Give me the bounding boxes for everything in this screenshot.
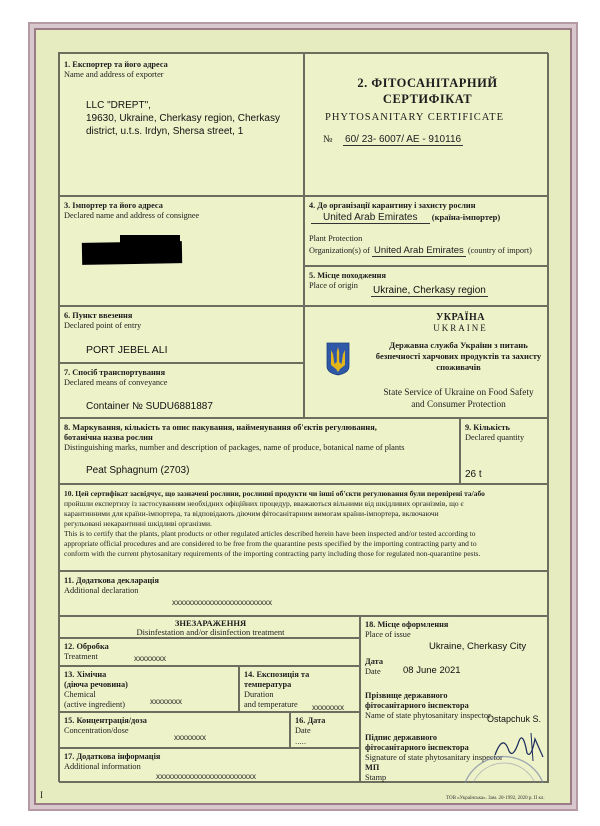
quantity-label-en: Declared quantity	[465, 433, 525, 442]
issue-label-uk: 18. Місце оформлення	[365, 620, 449, 629]
number-label: №	[323, 134, 333, 145]
info-label-uk: 17. Додаткова інформація	[64, 752, 161, 761]
box-place-of-origin	[304, 266, 549, 306]
statement-uk-2: пройшли експертизу із застосуванням необхідних офіційних процедур, вважаються вільними від шкідливих організмів, що є	[64, 499, 464, 508]
box-concentration	[59, 712, 290, 748]
declaration-value: xxxxxxxxxxxxxxxxxxxxxxxxx	[172, 598, 272, 607]
box-place-of-issue	[360, 616, 549, 783]
concentration-label-uk: 15. Концентрація/доза	[64, 716, 147, 725]
title-uk-1: 2. ФІТОСАНІТАРНИЙ	[357, 76, 498, 90]
inspector-label-uk-2: фітосанітарного інспектора	[365, 701, 469, 710]
quantity-value: 26 t	[465, 469, 482, 480]
certificate-body	[58, 52, 548, 782]
certificate-number: 60/ 23- 6007/ AE - 910116	[345, 134, 462, 145]
stamp-label-en: Stamp	[365, 773, 387, 782]
box-chemical	[59, 666, 239, 712]
issue-label-en: Place of issue	[365, 630, 411, 639]
treatment-label-en: Treatment	[64, 652, 98, 661]
exporter-label-uk: 1. Експортер та його адреса	[64, 60, 168, 69]
issue-value: Ukraine, Cherkasy City	[429, 641, 527, 652]
box-certificate-title	[304, 53, 549, 196]
duration-value: xxxxxxxx	[312, 703, 344, 712]
disinfestation-title-en: Disinfestation and/or disinfection treatment	[136, 627, 285, 637]
chemical-label-en: Chemical	[64, 690, 96, 699]
chemical-label-uk-2: (діюча речовина)	[64, 680, 128, 689]
stamp-label-uk: МП	[365, 763, 380, 772]
agency-name-en-2: and Consumer Protection	[411, 400, 506, 410]
box-exporter	[59, 53, 304, 196]
description-label-uk-2: ботанічна назва рослин	[64, 433, 153, 442]
entry-value: PORT JEBEL ALI	[86, 344, 168, 356]
duration-label-en: Duration	[244, 690, 274, 699]
statement-uk-1: 10. Цей сертифікат засвідчує, що зазначені рослини, рослинні продукти чи інші об'єкти регулювання були перевірені та/або	[64, 489, 485, 498]
treatment-date-label-uk: 16. Дата	[295, 716, 326, 725]
chemical-label-en-2: (active ingredient)	[64, 700, 126, 709]
signature-label-en: Signature of state phytosanitary inspector	[365, 753, 503, 762]
ppo-label-en-2: Organization(s) of	[309, 246, 370, 255]
conveyance-value: Container № SUDU6881887	[86, 401, 213, 412]
box-means-of-conveyance	[59, 363, 304, 418]
redaction-bar	[120, 235, 180, 245]
declaration-label-en: Additional declaration	[64, 586, 139, 595]
statement-uk-4: регульовані некарантинні шкідливі організми.	[64, 519, 212, 528]
official-stamp	[461, 755, 547, 783]
statement-en-1: This is to certify that the plants, plant products or other regulated articles described herein have been inspected and/or tested according to	[64, 529, 476, 538]
box-quantity	[460, 418, 549, 484]
info-label-en: Additional information	[64, 762, 141, 771]
box-description	[59, 418, 460, 484]
treatment-date-value: .....	[295, 737, 307, 746]
origin-value: Ukraine, Cherkasy region	[373, 285, 486, 296]
importer-label-en: Declared name and address of consignee	[64, 211, 200, 220]
disinfestation-title-uk: ЗНЕЗАРАЖЕННЯ	[174, 618, 247, 628]
box-agency	[304, 306, 549, 418]
conveyance-label-uk: 7. Спосіб транспортування	[64, 368, 166, 377]
exporter-name: LLC "DREPT",	[86, 100, 151, 111]
description-label-uk: 8. Маркування, кількість та опис пакування, найменування об'єктів регулювання,	[64, 423, 377, 432]
box-additional-declaration	[59, 571, 549, 616]
conveyance-label-en: Declared means of conveyance	[64, 378, 168, 387]
statement-uk-3: карантинними для країни-імпортера, та відповідають діючим фітосанітарним вимогам країни-імпортера, включаючи	[64, 509, 439, 518]
box-point-of-entry	[59, 306, 304, 363]
agency-name-uk-1: Державна служба України з питань	[389, 340, 528, 350]
ppo-label-en: Plant Protection	[309, 234, 363, 243]
inspector-value: Ostapchuk S.	[487, 714, 542, 724]
trident-emblem-icon	[326, 342, 350, 376]
treatment-label-uk: 12. Обробка	[64, 642, 109, 651]
box-treatment-date	[290, 712, 360, 748]
inspector-label-uk-1: Прізвище державного	[365, 691, 448, 700]
exporter-label-en: Name and address of exporter	[64, 70, 164, 79]
issue-date-value: 08 June 2021	[403, 665, 461, 676]
import-country-2: United Arab Emirates	[373, 245, 464, 256]
certificate-frame	[34, 28, 572, 805]
treatment-value: xxxxxxxx	[134, 654, 166, 663]
declaration-label-uk: 11. Додаткова декларація	[64, 576, 159, 585]
issue-date-label-uk: Дата	[365, 657, 383, 666]
duration-label-uk-2: температура	[244, 680, 292, 689]
agency-country-en: UKRAINE	[433, 323, 488, 333]
import-country-suffix-uk: (країна-імпортер)	[431, 212, 501, 222]
box-additional-information	[59, 748, 360, 783]
agency-name-uk-3: споживачів	[436, 362, 481, 372]
origin-label-en: Place of origin	[309, 281, 358, 290]
agency-country-uk: УКРАЇНА	[435, 312, 486, 323]
importer-label-uk: 3. Імпортер та його адреса	[64, 201, 163, 210]
import-country-suffix-en: (country of import)	[467, 246, 532, 255]
entry-label-uk: 6. Пункт ввезення	[64, 311, 133, 320]
signature-label-uk-2: фітосанітарного інспектора	[365, 743, 469, 752]
title-uk-2: СЕРТИФІКАТ	[382, 92, 473, 106]
box-certification-statement	[59, 484, 549, 571]
box-treatment	[59, 638, 360, 666]
signature-label-uk-1: Підпис державного	[365, 733, 438, 742]
ppo-label-uk: 4. До організації карантину і захисту рослин	[309, 201, 476, 210]
exporter-address-2: district, u.t.s. Irdyn, Shersa street, 1	[86, 126, 244, 137]
box-disinfestation-header	[59, 616, 360, 638]
issue-date-label-en: Date	[365, 667, 381, 676]
origin-label-uk: 5. Місце походження	[309, 271, 386, 280]
title-en: PHYTOSANITARY CERTIFICATE	[325, 112, 504, 123]
entry-label-en: Declared point of entry	[64, 321, 142, 330]
statement-en-3: conform with the current phytosanitary requirements of the importing contracting party including those for regulated non-quarantine pests.	[64, 549, 481, 558]
duration-label-en-2: and temperature	[244, 700, 298, 709]
import-country: United Arab Emirates	[311, 212, 430, 224]
chemical-value: xxxxxxxx	[150, 697, 182, 706]
concentration-label-en: Concentration/dose	[64, 726, 129, 735]
info-value: xxxxxxxxxxxxxxxxxxxxxxxxx	[156, 772, 256, 781]
box-plant-protection-org	[304, 196, 549, 266]
page-number: I	[40, 790, 43, 800]
duration-label-uk: 14. Експозиція та	[244, 670, 310, 679]
exporter-address-1: 19630, Ukraine, Cherkasy region, Cherkasy	[86, 113, 280, 124]
chemical-label-uk: 13. Хімічна	[64, 670, 107, 679]
description-label-en: Distinguishing marks, number and description of packages, name of produce, botanical name of plants	[64, 443, 405, 452]
quantity-label-uk: 9. Кількість	[465, 423, 510, 432]
agency-name-en-1: State Service of Ukraine on Food Safety	[383, 388, 534, 398]
print-info: ТОВ «Українська». Зам. 20-1992, 2020 р. IІ кл.	[446, 796, 545, 801]
treatment-date-label-en: Date	[295, 726, 311, 735]
agency-name-uk-2: безпечності харчових продуктів та захисту	[375, 351, 542, 361]
inspector-label-en: Name of state phytosanitary inspector	[365, 711, 491, 720]
box-duration	[239, 666, 360, 712]
statement-en-2: appropriate official procedures and are considered to be free from the quarantine pests specified by the importing contracting party and to	[64, 539, 477, 548]
description-value: Peat Sphagnum (2703)	[86, 465, 190, 476]
box-importer	[59, 196, 304, 306]
concentration-value: xxxxxxxx	[174, 733, 206, 742]
